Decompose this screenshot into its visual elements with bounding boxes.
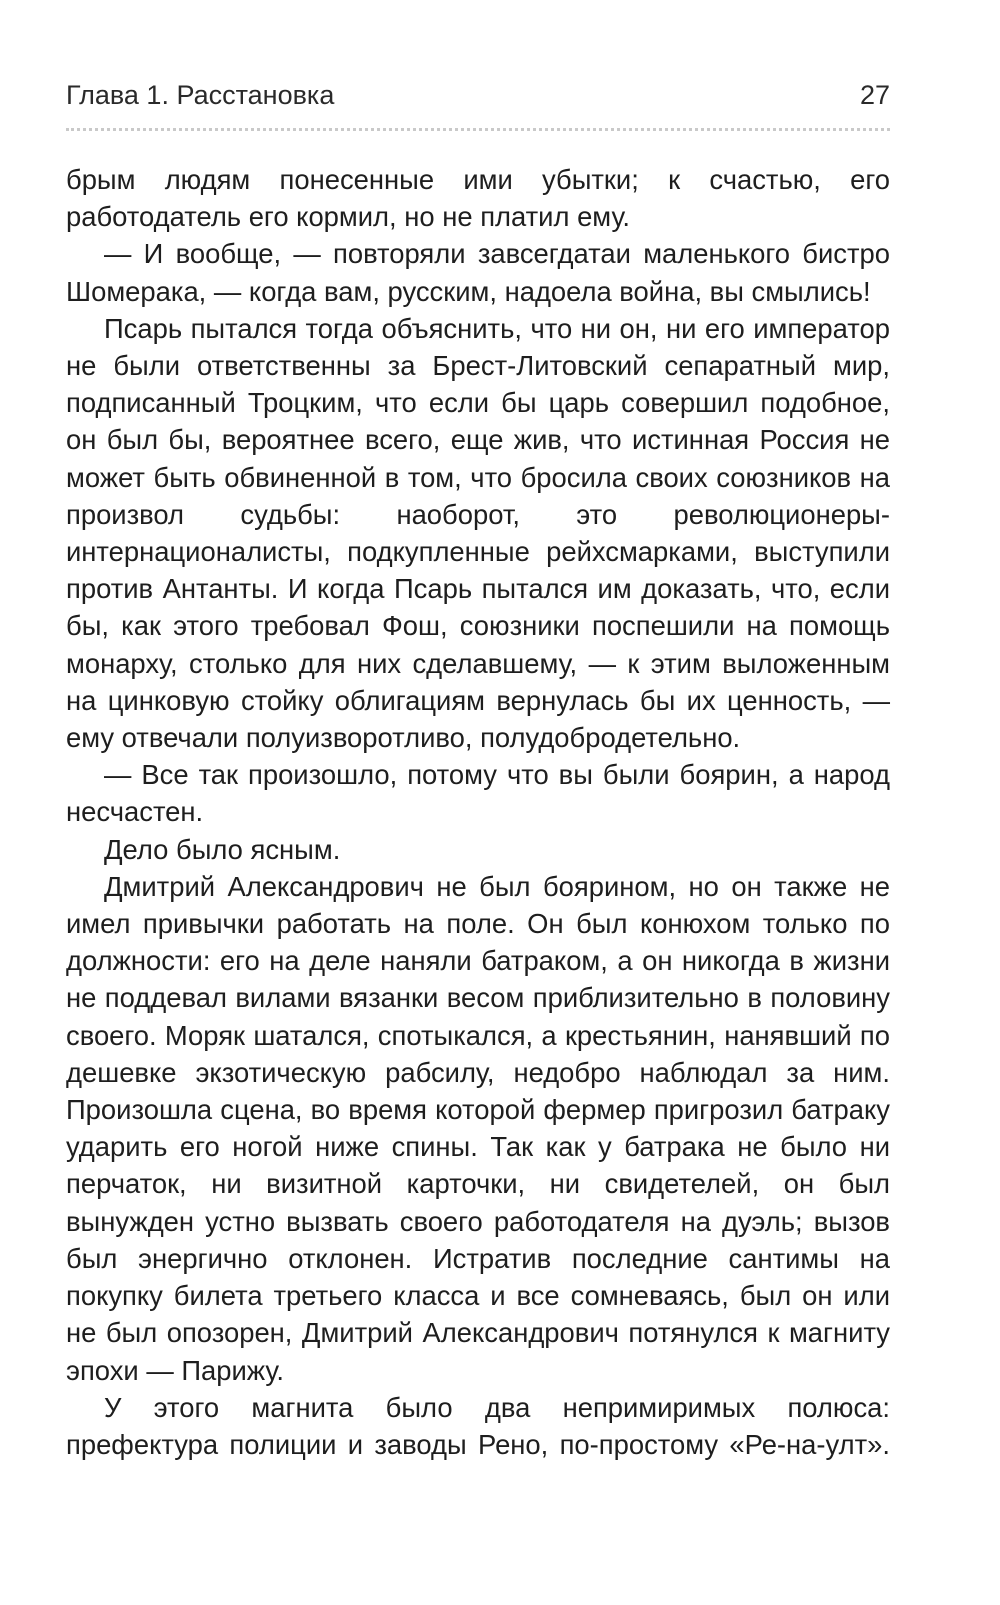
chapter-title: Глава 1. Расстановка [66, 80, 335, 110]
paragraph: брым людям понесенные ими убытки; к счастью, его работодатель его кормил, но не платил ему. [66, 164, 890, 233]
paragraph: Дело было ясным. [104, 833, 341, 865]
paragraph: У этого магнита было два непримиримых полюса: префектура полиции и заводы Рено, по-простому «Ре-на-улт». [66, 1391, 890, 1460]
header-divider [66, 128, 890, 131]
page-number: 27 [859, 80, 890, 110]
paragraph: — И вообще, — повторяли завсегдатаи маленького бистро Шомерака, — когда вам, русским, надоела война, вы смылись! [66, 238, 890, 307]
page-body [66, 161, 890, 1463]
paragraph: Псарь пытался тогда объяснить, что ни он, ни его император не были ответственны за Брест-Литовский сепаратный мир, подписанный Троцким, что если бы царь совершил подобное, он был бы, вероятнее всего, еще жив, что истинная Россия не может быть обвиненной в том, что бросила своих союзников на произвол судьбы: наоборот, это революционеры-интернационалисты, подкупленные рейхсмарками, выступили против Антанты. И когда Псарь пытался им доказать, что, если бы, как этого требовал Фош, союзники поспешили на помощь монарху, столько для них сделавшему, — к этим выложенным на цинковую стойку облигациям вернулась бы их ценность, — ему отвечали полуизворотливо, полудобродетельно. [66, 312, 890, 754]
paragraph: — Все так произошло, потому что вы были боярин, а народ несчастен. [66, 759, 890, 828]
paragraph: Дмитрий Александрович не был боярином, но он также не имел привычки работать на поле. Он был конюхом только по должности: его на деле наняли батраком, а он никогда в жизни не поддевал вилами вязанки весом приблизительно в половину своего. Моряк шатался, спотыкался, а крестьянин, нанявший по дешевке экзотическую рабсилу, недобро наблюдал за ним. Произошла сцена, во время которой фермер пригрозил батраку ударить его ногой ниже спины. Так как у батрака не было ни перчаток, ни визитной карточки, ни свидетелей, он был вынужден устно вызвать своего работодателя на дуэль; вызов был энергично отклонен. Истратив последние сантимы на покупку билета третьего класса и все сомневаясь, был он или не был опозорен, Дмитрий Александрович потянулся к магниту эпохи — Парижу. [66, 870, 890, 1386]
running-header [66, 80, 890, 120]
book-page [66, 80, 890, 1463]
